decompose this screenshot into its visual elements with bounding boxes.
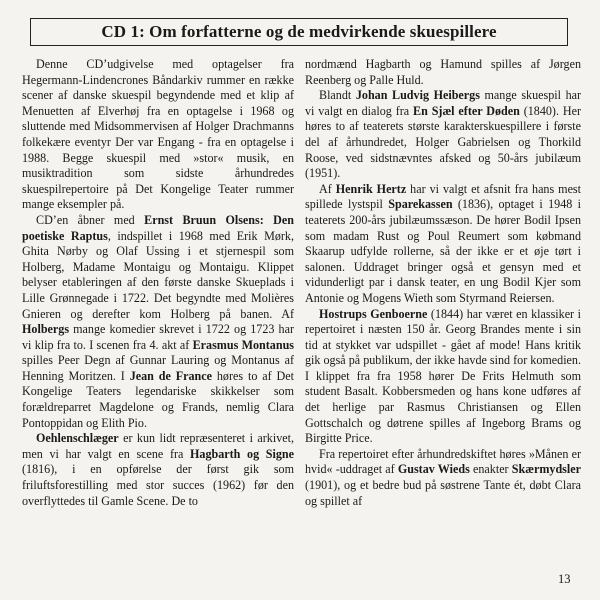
left-paragraph-1: Denne CD’udgivelse med optagelser fra Hegermann-Lindencrones Båndarkiv rummer en række scener af danske skuespil begyndende med et klip af Menuetten af Elverhøj fra en optagelse i 1968 og sluttende med Midsommervisen af Holger Drachmanns folkekære eventyr Der var Engang - fra en optagelse i 1988. Begge skuespil med »stor« musik, en musiktradition som sidste århundredes skuespilrepertoire på Det Kongelige Teater rummer mange eksempler på. [22, 57, 294, 212]
right-paragraph-3: Af Henrik Hertz har vi valgt et afsnit fra hans mest spillede lystspil Sparekassen (1836), optaget i 1948 i teaterets 200-års jubilæumssæson. De hører Bodil Ipsen som madam Rust og Poul Reumert som købmand Skaarup udfylde rollerne, så der ikke er et øje tørt i salonen. Uddraget bringer også et gensyn med et vidunderligt par i dansk teater, en ung Bodil Kjer som Antonie og Mogens Wieth som Styrmand Reiersen. [305, 181, 582, 305]
page-number: 13 [558, 572, 571, 586]
right-paragraph-5: Fra repertoiret efter århundredskiftet høres »Månen er hvid« -uddraget af Gustav Wieds enakter Skærmydsler (1901), og et bedre bud på søstrene Tante ét, døbt Clara og spillet af [305, 446, 581, 508]
right-paragraph-4: Hostrups Genboerne (1844) har været en klassiker i repertoiret i næsten 150 år. Georg Brandes mente i sin tid at stykket var udspillet - gået af mode! Hans kritik gik også på publikum, der ikke havde sind for komedien. I klippet fra fra 1958 hører De Frits Helmuth som student Basalt. Kobbersmeden og hans kone udføres af det herlige par Rasmus Christiansen og Ellen Gottschalch og døtrene spilles af Ingeborg Brams og Birgitte Price. [305, 306, 581, 446]
right-paragraph-1: nordmænd Hagbarth og Hamund spilles af Jørgen Reenberg og Palle Huld. [305, 57, 581, 87]
left-paragraph-3: Oehlenschlæger er kun lidt repræsenteret i arkivet, men vi har valgt en scene fra Hagbarth og Signe (1816), i en opførelse der først gik som friluftsforestilling med stor succes (1962) før den overflyttedes til Gamle Scene. De to [22, 431, 294, 508]
right-column [305, 57, 581, 509]
left-paragraph-2: CD’en åbner med Ernst Bruun Olsens: Den poetiske Raptus, indspillet i 1968 med Erik Mørk, Ghita Nørby og Olaf Ussing i et stjernespil som Holberg, Madame Montaigu og Montaigu. Klippet belyser etableringen af den første danske Skueplads i Lille Grønnegade i 1722. Det begyndte med Molières Gnieren og derefter kom Holberg på banen. Af Holbergs mange komedier skrevet i 1722 og 1723 har vi klip fra to. I scenen fra 4. akt af Erasmus Montanus spilles Peer Degn af Gunnar Lauring og Montanus af Henning Moritzen. I Jean de France høres to af Det Kongelige Teaters legendariske skikkelser som forældreparret Magdelone og Frands, nemlig Clara Pontoppidan og Elith Pio. [22, 212, 294, 430]
page-title [30, 18, 568, 46]
right-paragraph-2: Blandt Johan Ludvig Heibergs mange skuespil har vi valgt en dialog fra En Sjæl efter Døden (1840). Her høres to af teaterets største karakterskuespillere i første del af århundredet, Holger Gabrielsen og Thorkild Roose, ved sidstnævntes afsked og 50-års jubilæum (1951). [305, 88, 582, 181]
left-column [22, 57, 294, 509]
page-title-text: CD 1: Om forfatterne og de medvirkende skuespillere [101, 22, 497, 41]
